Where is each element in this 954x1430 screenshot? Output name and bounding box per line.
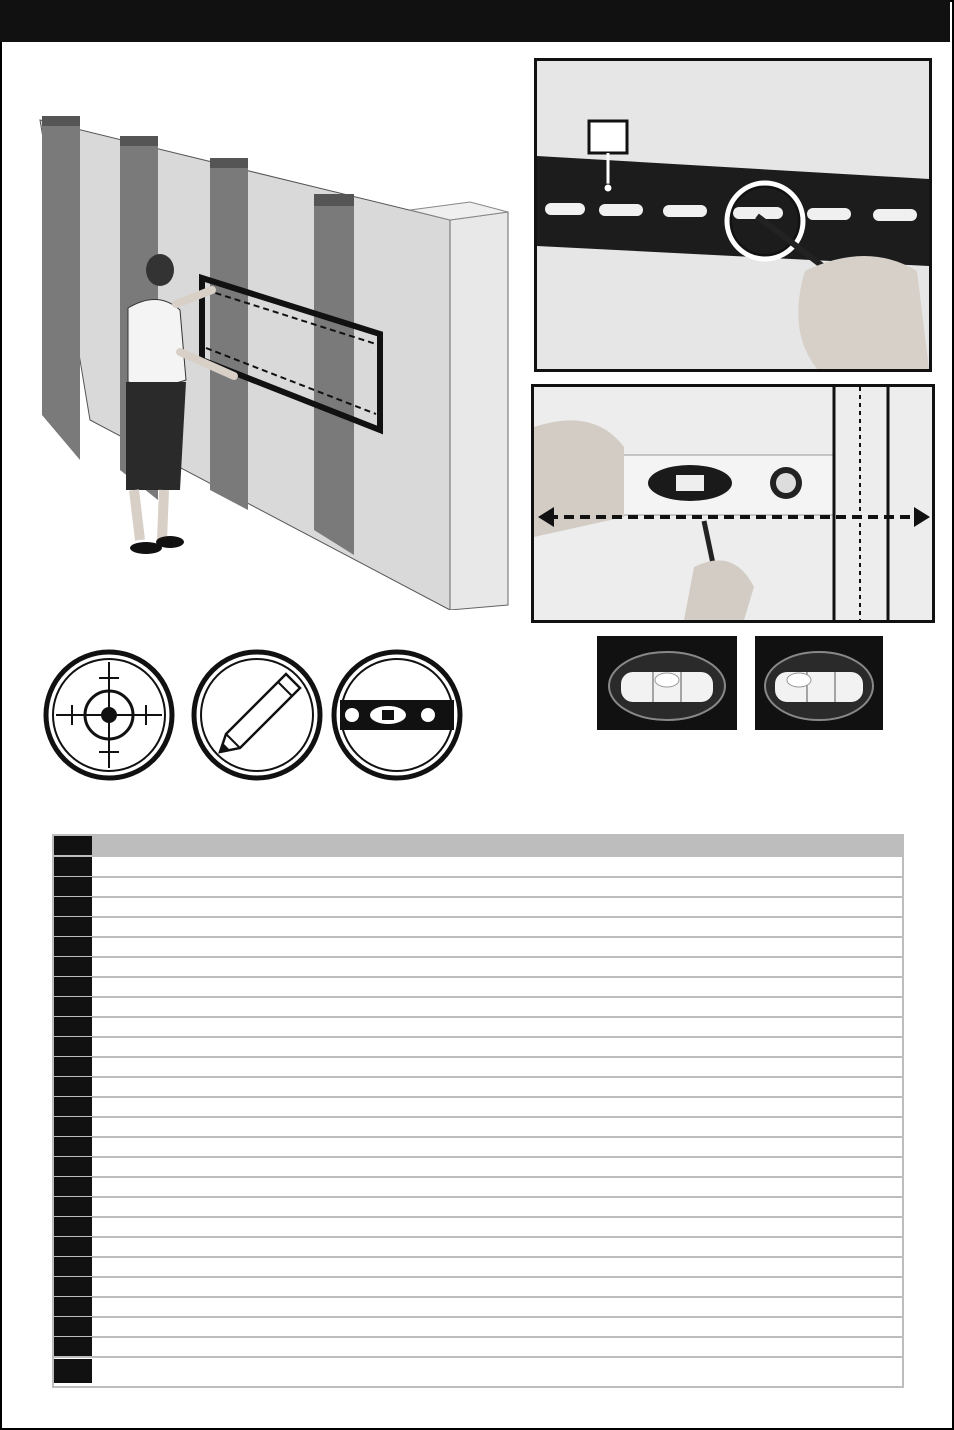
table-row: [54, 1277, 902, 1298]
table-row: [54, 1017, 902, 1038]
table-row: [54, 957, 902, 978]
stud-3: [210, 158, 248, 510]
table-row: [54, 1037, 902, 1058]
table-row: [54, 937, 902, 958]
table-row: [54, 917, 902, 938]
table-row: [54, 857, 902, 878]
wall-side: [450, 212, 508, 610]
table-row: [54, 1077, 902, 1098]
table-row: [54, 1057, 902, 1078]
table-row: [54, 1257, 902, 1278]
photo-level: [534, 387, 932, 620]
photo-marking-panel: [534, 58, 932, 372]
level-icon: [330, 648, 464, 782]
table-row: [54, 1337, 902, 1358]
stud-1: [42, 116, 80, 460]
wall-mount-illustration: [30, 90, 520, 610]
photo-level-panel: [531, 384, 935, 623]
table-row: [54, 877, 902, 898]
table-header-row: [54, 836, 902, 857]
table-row: [54, 1097, 902, 1118]
stud-4: [314, 194, 354, 555]
table-row: [54, 1217, 902, 1238]
callout-box: [589, 121, 627, 153]
table-row: [54, 1359, 902, 1383]
table-row: [54, 1237, 902, 1258]
table-row: [54, 977, 902, 998]
header-bar: [0, 0, 950, 42]
table-row: [54, 1117, 902, 1138]
photo-marking: [537, 61, 929, 369]
table-row: [54, 897, 902, 918]
table-row: [54, 1197, 902, 1218]
table-row: [54, 1297, 902, 1318]
stud-finder-icon: [42, 648, 176, 782]
bubble-level-off-center: [755, 636, 883, 730]
table-row: [54, 1177, 902, 1198]
instructions-table: [52, 834, 904, 1388]
table-row: [54, 1137, 902, 1158]
table-row: [54, 997, 902, 1018]
pencil-icon: [190, 648, 324, 782]
table-row: [54, 1317, 902, 1338]
table-row: [54, 1157, 902, 1178]
bubble-level-centered: [597, 636, 737, 730]
